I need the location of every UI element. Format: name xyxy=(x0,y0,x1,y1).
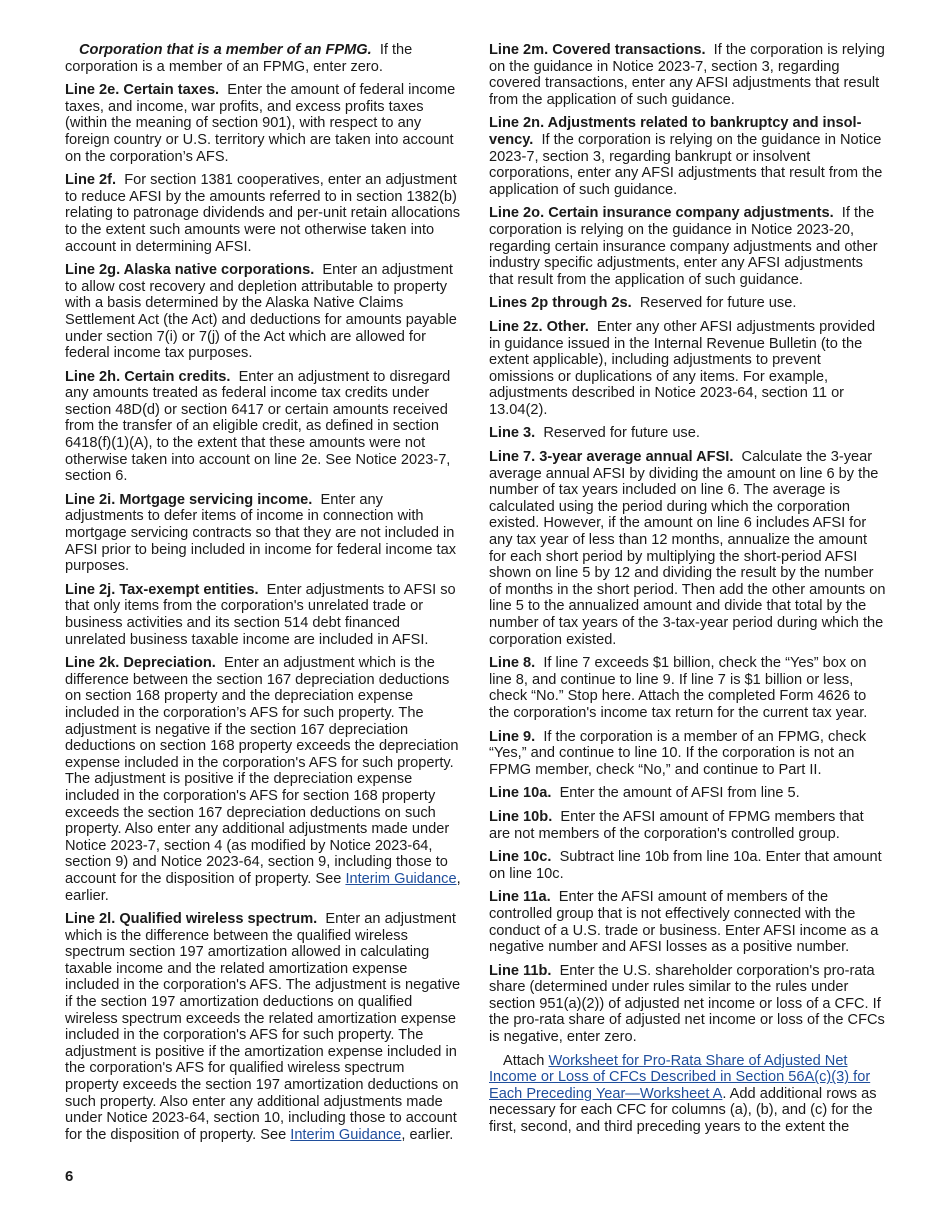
para-attach-worksheet xyxy=(489,1053,886,1136)
left-column xyxy=(65,42,461,1150)
page-number: 6 xyxy=(65,1168,74,1185)
para-line-2m xyxy=(489,42,886,108)
para-line-11a xyxy=(489,889,886,955)
para-body: If the corporation is relying on the guidance in Notice 2023-20, regarding certain insurance company adjustments and other industry specific adjustments, enter any AFSI adjustments that result from the application of such guidance. xyxy=(489,205,878,288)
para-body: Enter the AFSI amount of members of the controlled group that is not effectively connected with the conduct of a U.S. trade or business. Enter AFSI income as a negative number and AFSI losses as a positive number. xyxy=(489,889,879,956)
para-heading: Line 2i. Mortgage servicing income. xyxy=(65,491,313,508)
para-line-2z xyxy=(489,319,886,419)
para-heading: Line 2e. Certain taxes. xyxy=(65,82,220,99)
para-body: If line 7 exceeds $1 billion, check the “Yes” box on line 8, and continue to line 9. If line 7 is $1 billion or less, check “No.” Stop here. Attach the completed Form 4626 to the corporation's income tax return for the current tax year. xyxy=(489,655,868,721)
para-line-10a xyxy=(489,785,886,802)
para-body: If the corporation is relying on the guidance in Notice 2023-7, section 3, regarding covered transactions, enter any AFSI adjustments that result from the application of such guidance. xyxy=(489,42,885,108)
para-body: If the corporation is relying on the guidance in Notice 2023-7, section 3, regarding bankrupt or insolvent corporations, enter any AFSI adjustments that result from the application of such guidance. xyxy=(489,131,883,198)
para-line-2h xyxy=(65,369,461,485)
para-heading: Lines 2p through 2s. xyxy=(489,295,632,312)
para-tail: , earlier. xyxy=(65,870,461,904)
para-lead: Attach xyxy=(503,1052,545,1069)
para-fpmg xyxy=(65,42,461,75)
worksheet-a-link[interactable]: Worksheet for Pro-Rata Share of Adjusted Net Income or Loss of CFCs Described in Section 56A(c)(3) for Each Preceding Year—Worksheet A xyxy=(489,1052,871,1102)
para-line-2g xyxy=(65,262,461,362)
para-line-2o xyxy=(489,205,886,288)
para-lines-2p-2s xyxy=(489,295,886,312)
para-heading: Line 11a. xyxy=(489,889,551,906)
para-heading: Line 10b. xyxy=(489,808,553,825)
para-body: Enter the amount of federal income taxes, and income, war profits, and excess profits taxes (within the meaning of section 901), with respect to any foreign country or U.S. territory which are taken into account on the corporation’s AFS. xyxy=(65,82,456,165)
para-line-3 xyxy=(489,425,886,442)
para-heading: Line 2l. Qualified wireless spectrum. xyxy=(65,911,318,928)
para-body: Calculate the 3-year average annual AFSI by dividing the amount on line 6 by the number of tax years included on line 6. The average is calculated using the period during which the corporation existed. However, if the amount on line 6 includes AFSI for any tax year of less than 12 months, annualize the amount for each short period by multiplying the short-period AFSI shown on line 5 by 12 and dividing the result by the number of months in the short period. Then add the other amounts on line 5 to the annualized amount and divide that total by the number of tax years of the 3-tax-year period during which the corporation existed. xyxy=(489,449,886,648)
para-body: Enter an adjustment to allow cost recovery and depletion attributable to property with a basis determined by the Alaska Native Claims Settlement Act (the Act) and deductions for amounts payable under section 7(i) or 7(j) of the Act which are allowed for federal income tax purposes. xyxy=(65,262,457,362)
para-heading: Line 2z. Other. xyxy=(489,318,589,335)
para-body: Enter an adjustment to disregard any amounts treated as federal income tax credits under section 48D(d) or section 6417 or certain amounts received from the transfer of an eligible credit, as defined in section 6418(f)(1)(A), to the extent that these amounts were not otherwise taken into account on line 2e. See Notice 2023-7, section 6. xyxy=(65,368,451,485)
para-body: Reserved for future use. xyxy=(639,295,797,312)
para-line-11b xyxy=(489,963,886,1046)
para-body: Enter the AFSI amount of FPMG members that are not members of the corporation's controlled group. xyxy=(489,808,864,842)
para-heading: Line 8. xyxy=(489,655,536,672)
para-heading: Line 3. xyxy=(489,425,536,442)
para-heading: Line 2j. Tax-exempt entities. xyxy=(65,581,259,598)
para-heading: Line 2k. Depreciation. xyxy=(65,655,216,672)
para-heading: Line 2m. Covered transactions. xyxy=(489,42,706,58)
para-tail: , earlier. xyxy=(401,1126,454,1143)
para-line-2l xyxy=(65,911,461,1143)
para-heading: Corporation that is a member of an FPMG. xyxy=(79,42,372,58)
para-body: Enter any other AFSI adjustments provided in guidance issued in the Internal Revenue Bulletin (to the extent applicable), including adjustments to prevent omissions or duplications of any items. For example, adjustments described in Notice 2023-64, section 11 or 13.04(2). xyxy=(489,318,876,418)
para-line-7 xyxy=(489,449,886,648)
para-body: Enter the U.S. shareholder corporation's pro-rata share (determined under rules similar to the rules under section 951(a)(2)) of adjusted net income or loss of a CFC. If the pro-rata share of adjusted net income or loss of the CFCs is negative, enter zero. xyxy=(489,962,885,1046)
para-line-10c xyxy=(489,849,886,882)
para-body: Subtract line 10b from line 10a. Enter that amount on line 10c. xyxy=(489,849,882,882)
para-line-2j xyxy=(65,582,461,648)
para-body: Enter adjustments to AFSI so that only items from the corporation's unrelated trade or business activities and its section 514 debt financed unrelated business taxable income are included in AFSI. xyxy=(65,581,456,648)
para-line-10b xyxy=(489,809,886,842)
para-line-2f xyxy=(65,172,461,255)
para-body: For section 1381 cooperatives, enter an adjustment to reduce AFSI by the amounts referred to in section 1382(b) relating to patronage dividends and per-unit retain allocations to the extent such amounts were not otherwise taken into account in determining AFSI. xyxy=(65,172,461,255)
para-line-2e xyxy=(65,82,461,165)
para-heading: Line 2h. Certain credits. xyxy=(65,368,231,385)
para-heading: Line 2f. xyxy=(65,172,117,189)
right-column xyxy=(489,42,886,1143)
interim-guidance-link[interactable]: Interim Guidance xyxy=(345,870,457,887)
para-heading: Line 2o. Certain insurance company adjustments. xyxy=(489,205,834,222)
para-heading: Line 9. xyxy=(489,728,536,745)
para-body: Reserved for future use. xyxy=(543,425,700,442)
para-line-2n xyxy=(489,115,886,198)
para-tail: . Add additional rows as necessary for each CFC for columns (a), (b), and (c) for the first, second, and third preceding years to the extent the xyxy=(489,1085,877,1136)
para-heading: Line 7. 3-year average annual AFSI. xyxy=(489,449,734,466)
para-body: If the corporation is a member of an FPMG, check “Yes,” and continue to line 10. If the corporation is not an FPMG member, check “No,” and continue to Part II. xyxy=(489,728,867,778)
para-line-2i xyxy=(65,492,461,575)
para-body: Enter any adjustments to defer items of income in connection with mortgage servicing contracts so that they are not included in AFSI prior to being included in income for federal income tax purposes. xyxy=(65,491,456,575)
para-heading: Line 2n. Adjustments related to bankruptcy and insolvency. xyxy=(489,115,862,148)
para-body: Enter an adjustment which is the difference between the qualified wireless spectrum section 197 amortization allowed in calculating taxable income and the related amortization expense included in the corporation's AFS. The adjustment is negative if the section 197 amortization deductions on qualified wireless spectrum exceeds the related amortization expense included in the corporation's AFS for such property. The adjustment is positive if the amortization expense included in the corporation's AFS for qualified wireless spectrum property exceeds the section 197 amortization deductions on such property. Also enter any additional adjustments made under Notice 2023-64, section 10, including those to account for the disposition of property. See xyxy=(65,911,461,1143)
para-line-8 xyxy=(489,655,886,721)
interim-guidance-link[interactable]: Interim Guidance xyxy=(290,1126,402,1143)
para-heading: Line 10a. xyxy=(489,785,552,802)
para-heading: Line 11b. xyxy=(489,962,552,979)
para-heading: Line 10c. xyxy=(489,849,552,866)
para-body: If the corporation is a member of an FPMG, enter zero. xyxy=(65,42,413,75)
para-heading: Line 2g. Alaska native corporations. xyxy=(65,262,315,279)
para-line-2k xyxy=(65,655,461,904)
para-body: Enter an adjustment which is the difference between the section 167 depreciation deductions on section 168 property and the depreciation expense included in the corporation’s AFS for such property. The adjustment is negative if the section 167 depreciation deductions on section 168 property exceeds the depreciation expense included in the corporation's AFS for such property. The adjustment is positive if the depreciation expense included in the corporation's AFS for section 168 property exceeds the section 167 depreciation deductions on such property. Also enter any additional adjustments made under Notice 2023-7, section 4 (as modified by Notice 2023-64, section 9) and Notice 2023-64, section 9, including those to account for the disposition of property. See xyxy=(65,655,459,887)
para-body: Enter the amount of AFSI from line 5. xyxy=(559,785,800,802)
para-line-9 xyxy=(489,729,886,779)
